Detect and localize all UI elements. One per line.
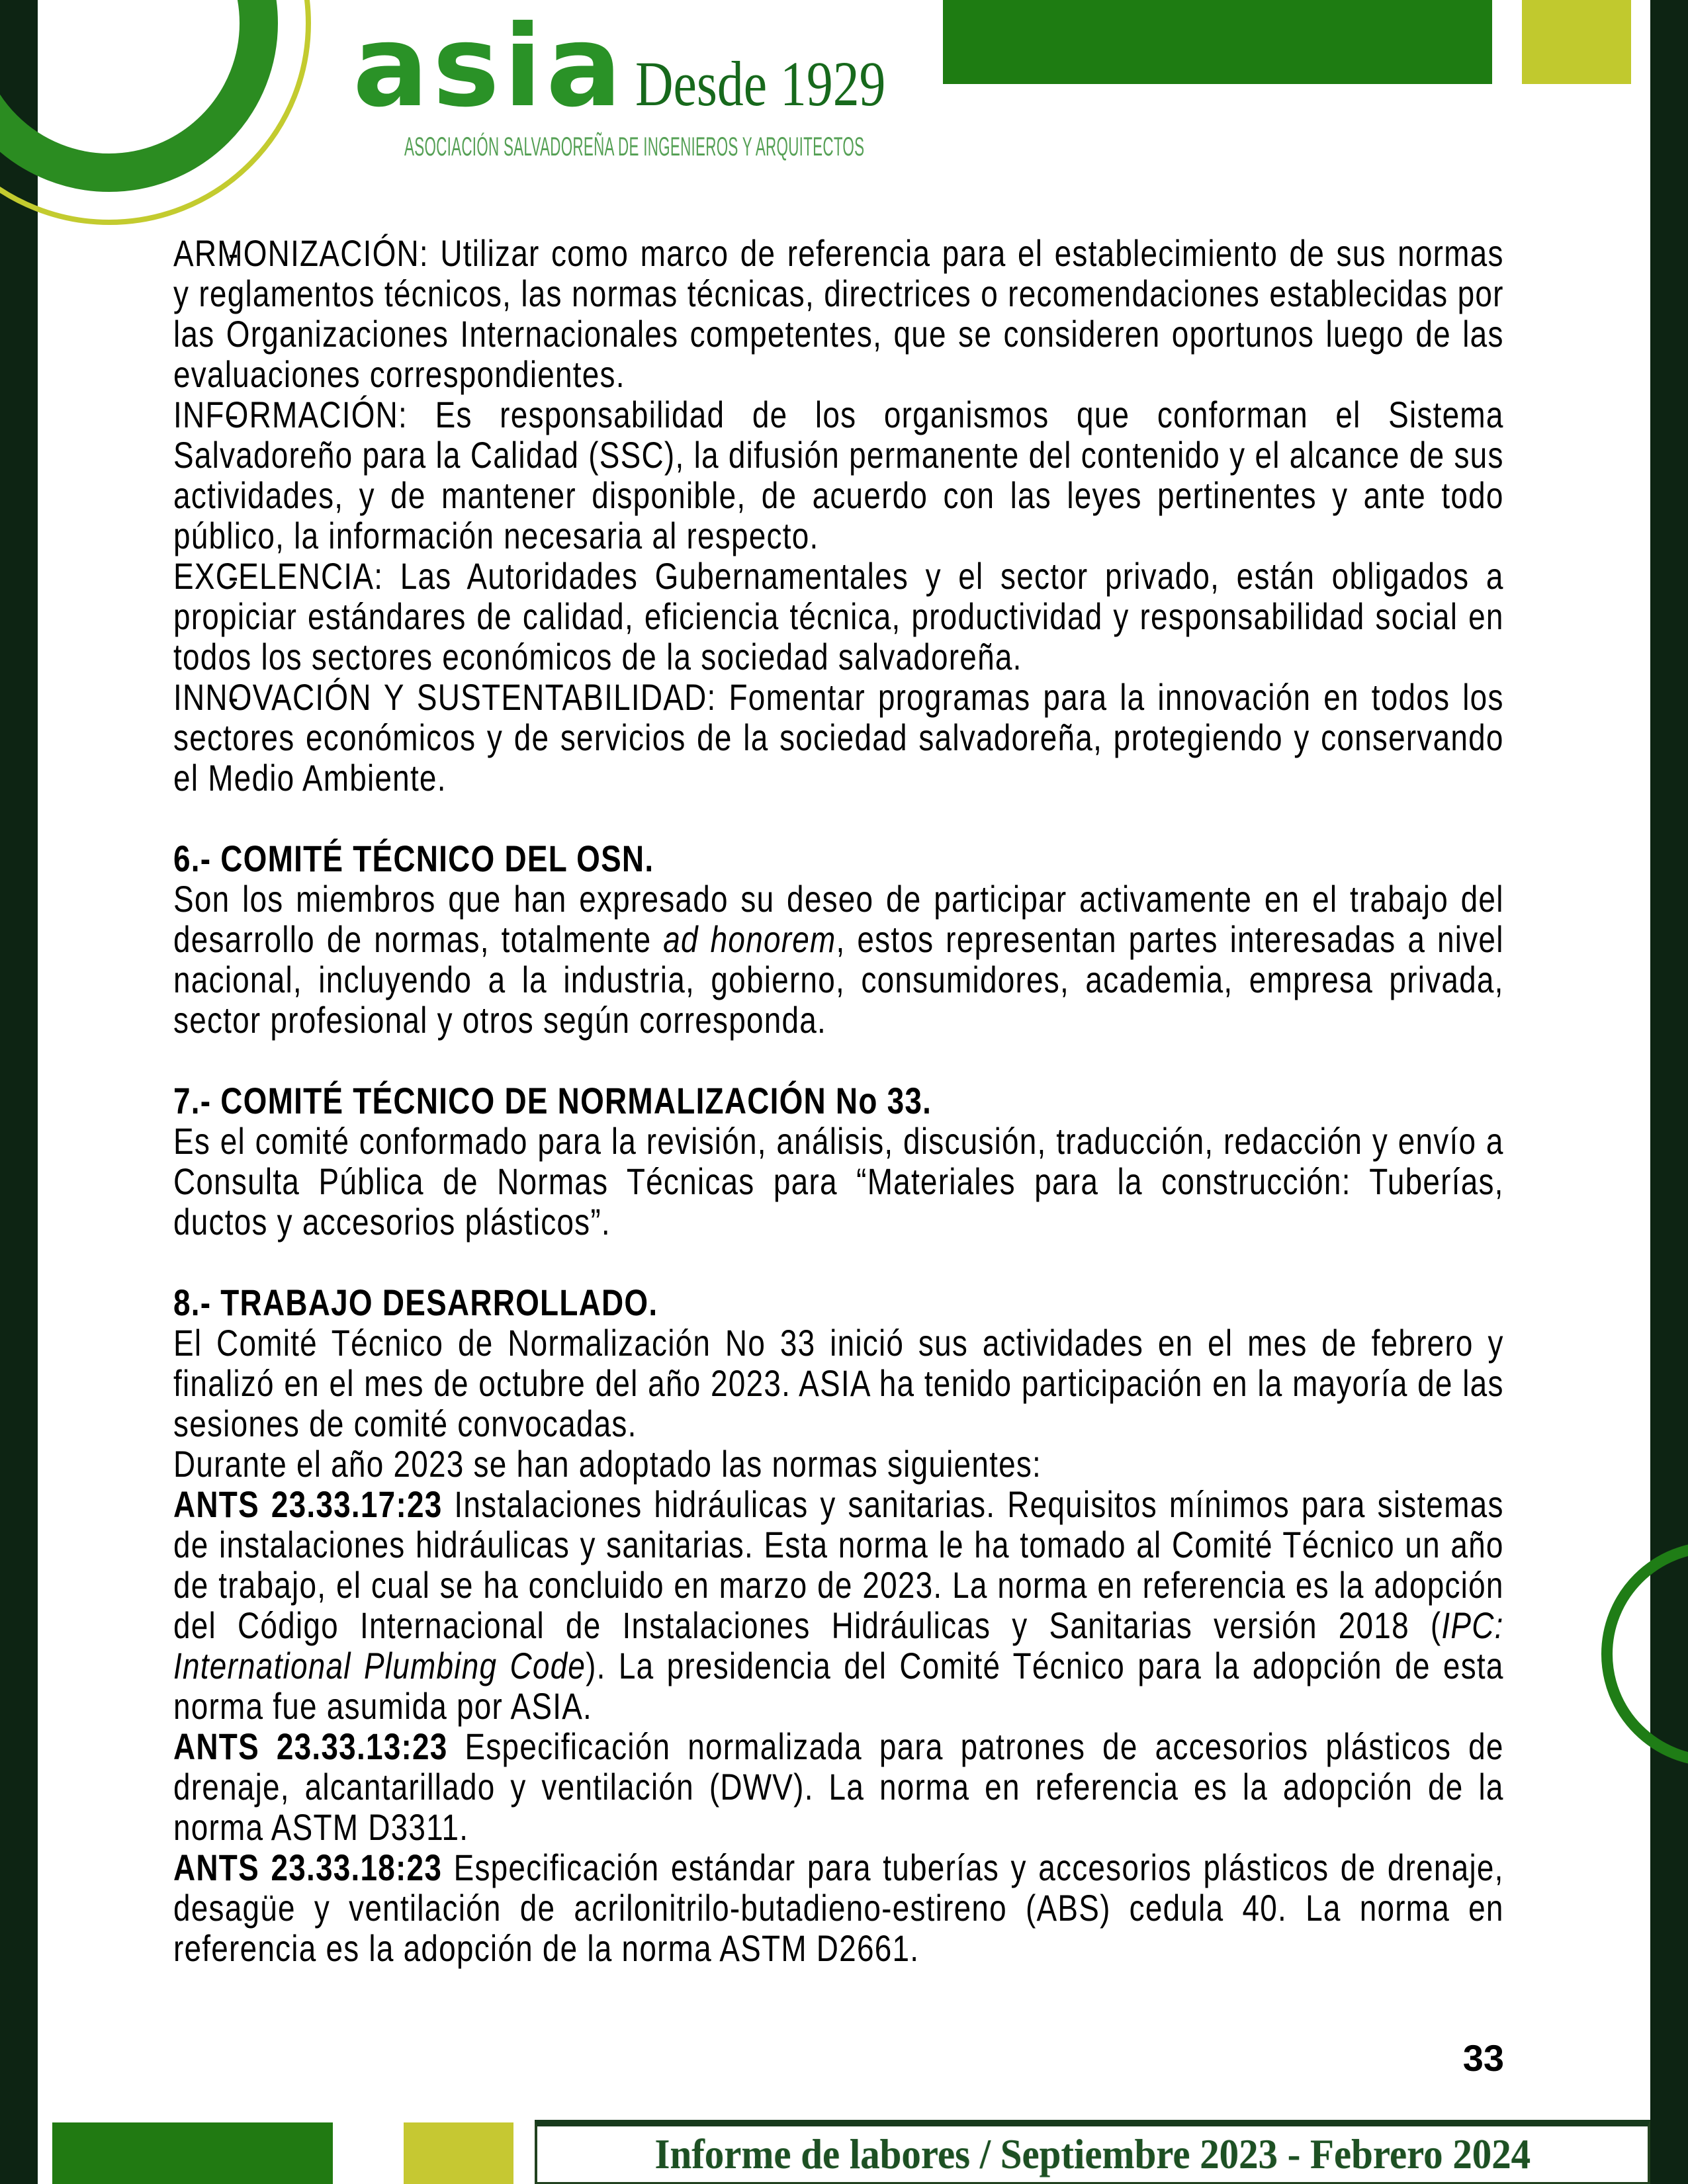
list-item-innovacion: - INNOVACIÓN Y SUSTENTABILIDAD: Fomentar programas para la innovación en todos los sectores económicos y de servicios de la sociedad salvadoreña, protegiendo y conservando el Medio Ambiente. [173, 677, 1504, 798]
footer-yellow-block [404, 2122, 513, 2184]
section-8-paragraph-ants-18: ANTS 23.33.18:23 Especificación estándar para tuberías y accesorios plásticos de drenaje, desagüe y ventilación de acrilonitrilo-butadieno-estireno (ABS) cedula 40. La norma en referencia es la adopción de la norma ASTM D2661. [173, 1847, 1504, 1969]
page-content [173, 233, 1504, 1968]
section-8-heading: 8.- TRABAJO DESARROLLADO. [173, 1282, 658, 1323]
principles-list [173, 233, 1504, 798]
section-6-heading: 6.- COMITÉ TÉCNICO DEL OSN. [173, 838, 654, 879]
left-edge-bar [0, 0, 38, 2184]
section-7-heading: 7.- COMITÉ TÉCNICO DE NORMALIZACIÓN No 33. [173, 1080, 932, 1121]
section-8-paragraph-ants-13: ANTS 23.33.13:23 Especificación normalizada para patrones de accesorios plásticos de drenaje, alcantarillado y ventilación (DWV). La norma en referencia es la adopción de la norma ASTM D3311. [173, 1725, 1504, 1848]
logo-wordmark: asia [353, 1, 626, 132]
section-7-paragraph: Es el comité conformado para la revisión, análisis, discusión, traducción, redacción y envío a Consulta Pública de Normas Técnicas para “Materiales para la construcción: Tuberías, ductos y accesorios plásticos”. [173, 1120, 1504, 1243]
footer-banner [535, 2120, 1650, 2184]
list-item-excelencia: - EXCELENCIA: Las Autoridades Gubernamentales y el sector privado, están obligados a propiciar estándares de calidad, eficiencia técnica, productividad y responsabilidad social en todos los sectores económicos de la sociedad salvadoreña. [173, 556, 1504, 677]
top-left-yellow-ring-decoration [0, 0, 311, 225]
footer-banner-text: Informe de labores / Septiembre 2023 - Febrero 2024 [654, 2130, 1531, 2177]
page-number: 33 [1462, 2037, 1504, 2079]
right-edge-bar [1650, 0, 1688, 2184]
list-item-armonizacion: - ARMONIZACIÓN: Utilizar como marco de referencia para el establecimiento de sus normas y reglamentos técnicos, las normas técnicas, directrices o recomendaciones establecidas por las Organizaciones Internacionales competentes, que se consideren oportunos luego de las evaluaciones correspondientes. [173, 233, 1504, 394]
right-green-ring-decoration [1601, 1542, 1688, 1767]
asia-logo [353, 1, 1226, 162]
logo-since-text: Desde 1929 [635, 48, 886, 119]
footer-green-block [52, 2122, 333, 2184]
section-6-paragraph: Son los miembros que han expresado su deseo de participar activamente en el trabajo del desarrollo de normas, totalmente ad honorem, estos representan partes interesadas a nivel nacional, incluyendo a la industria, gobierno, consumidores, academia, empresa privada, sector profesional y otros según corresponda. [173, 878, 1504, 1041]
logo-row [353, 1, 1226, 132]
section-8-paragraph-2: Durante el año 2023 se han adoptado las normas siguientes: [173, 1443, 1042, 1485]
logo-tagline: ASOCIACIÓN SALVADOREÑA DE INGENIEROS Y ARQUITECTOS [404, 132, 865, 161]
section-8-paragraph-ants-17: ANTS 23.33.17:23 Instalaciones hidráulicas y sanitarias. Requisitos mínimos para sistemas de instalaciones hidráulicas y sanitarias. Esta norma le ha tomado al Comité Técnico un año de trabajo, el cual se ha concluido en marzo de 2023. La norma en referencia es la adopción del Código Internacional de Instalaciones Hidráulicas y Sanitarias versión 2018 (IPC: International Plumbing Code). La presidencia del Comité Técnico para la adopción de esta norma fue asumida por ASIA. [173, 1483, 1504, 1727]
header-yellow-bar [1522, 0, 1631, 84]
section-8-paragraph-1: El Comité Técnico de Normalización No 33 inició sus actividades en el mes de febrero y finalizó en el mes de octubre del año 2023. ASIA ha tenido participación en la mayoría de las sesiones de comité convocadas. [173, 1322, 1504, 1444]
list-item-informacion: - INFORMACIÓN: Es responsabilidad de los organismos que conforman el Sistema Salvadoreño para la Calidad (SSC), la difusión permanente del contenido y el alcance de sus actividades, y de mantener disponible, de acuerdo con las leyes pertinentes y ante todo público, la información necesaria al respecto. [173, 394, 1504, 556]
